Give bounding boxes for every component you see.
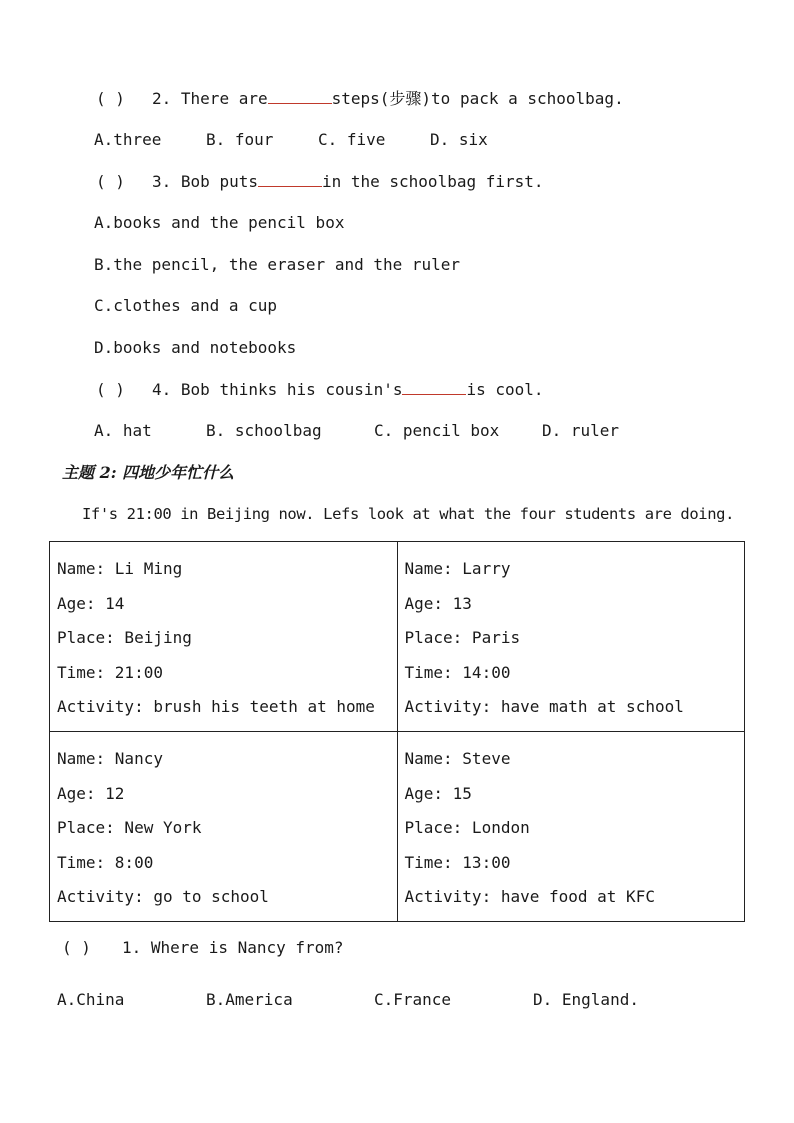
- option-b: B.America: [206, 990, 293, 1009]
- option-a: A.books and the pencil box: [94, 213, 345, 232]
- student-time: Time: 14:00: [404, 662, 511, 682]
- student-activity: Activity: brush his teeth at home: [57, 697, 375, 716]
- student-time: Time: 21:00: [57, 662, 163, 682]
- student-card: [397, 732, 745, 922]
- question-number: 2.: [152, 89, 172, 108]
- student-age: Age: 13: [404, 593, 472, 613]
- student-card: [397, 542, 745, 732]
- question-text: 1. Where is Nancy from?: [122, 938, 344, 957]
- option-c: C. pencil box: [374, 421, 500, 440]
- student-age: Age: 12: [57, 783, 125, 803]
- table-row: [50, 542, 745, 732]
- student-time: Time: 13:00: [404, 852, 511, 872]
- option-a: A.three: [94, 130, 162, 149]
- option-c: C.clothes and a cup: [94, 296, 278, 315]
- student-place: Place: Beijing: [57, 628, 192, 647]
- answer-paren: ( ): [62, 938, 91, 957]
- option-c: C.France: [374, 990, 452, 1009]
- option-a: A. hat: [94, 421, 152, 440]
- option-d: D.books and notebooks: [94, 338, 297, 357]
- answer-blank: [258, 171, 322, 187]
- student-name: Name: Larry: [404, 559, 511, 578]
- student-card: [50, 732, 398, 922]
- student-card: [50, 542, 398, 732]
- student-info-table: [49, 541, 745, 922]
- table-row: [50, 732, 745, 922]
- question-text-before: Bob thinks his cousin's: [180, 380, 403, 399]
- question-text-before: Bob puts: [180, 172, 258, 191]
- option-d: D. six: [430, 130, 488, 149]
- student-time: Time: 8:00: [57, 852, 154, 872]
- option-b: B. four: [206, 130, 274, 149]
- question-text-after: is cool.: [466, 380, 544, 399]
- answer-blank: [268, 88, 332, 104]
- option-b: B.the pencil, the eraser and the ruler: [94, 255, 461, 274]
- student-activity: Activity: have food at KFC: [404, 887, 655, 906]
- answer-paren: ( ): [96, 89, 125, 108]
- intro-text: If's 21:00 in Beijing now. Lefs look at what the four students are doing.: [82, 505, 735, 523]
- question-text-after: in the schoolbag first.: [321, 172, 544, 191]
- question-4: [96, 379, 544, 400]
- student-age: Age: 15: [404, 783, 472, 803]
- question-number: 3.: [152, 172, 172, 191]
- student-name: Name: Steve: [404, 749, 511, 768]
- section-heading: 主题 2: 四地少年忙什么: [62, 463, 235, 482]
- student-name: Name: Li Ming: [57, 559, 183, 578]
- topic2-question-1: [62, 938, 344, 958]
- option-b: B. schoolbag: [206, 421, 322, 440]
- student-activity: Activity: go to school: [57, 887, 269, 906]
- student-age: Age: 14: [57, 593, 125, 613]
- answer-paren: ( ): [96, 172, 125, 191]
- question-2: [96, 88, 624, 109]
- answer-blank: [402, 379, 466, 395]
- student-activity: Activity: have math at school: [404, 697, 684, 716]
- student-place: Place: Paris: [404, 628, 521, 647]
- option-d: D. ruler: [542, 421, 620, 440]
- option-d: D. England.: [533, 990, 639, 1009]
- question-text-after: steps(步骤)to pack a schoolbag.: [331, 89, 624, 108]
- question-number: 4.: [152, 380, 172, 399]
- option-c: C. five: [318, 130, 386, 149]
- question-3: [96, 171, 544, 192]
- student-place: Place: London: [404, 818, 530, 837]
- option-a: A.China: [57, 990, 125, 1009]
- question-text-before: There are: [180, 89, 268, 108]
- student-name: Name: Nancy: [57, 749, 163, 768]
- answer-paren: ( ): [96, 380, 125, 399]
- student-place: Place: New York: [57, 818, 202, 837]
